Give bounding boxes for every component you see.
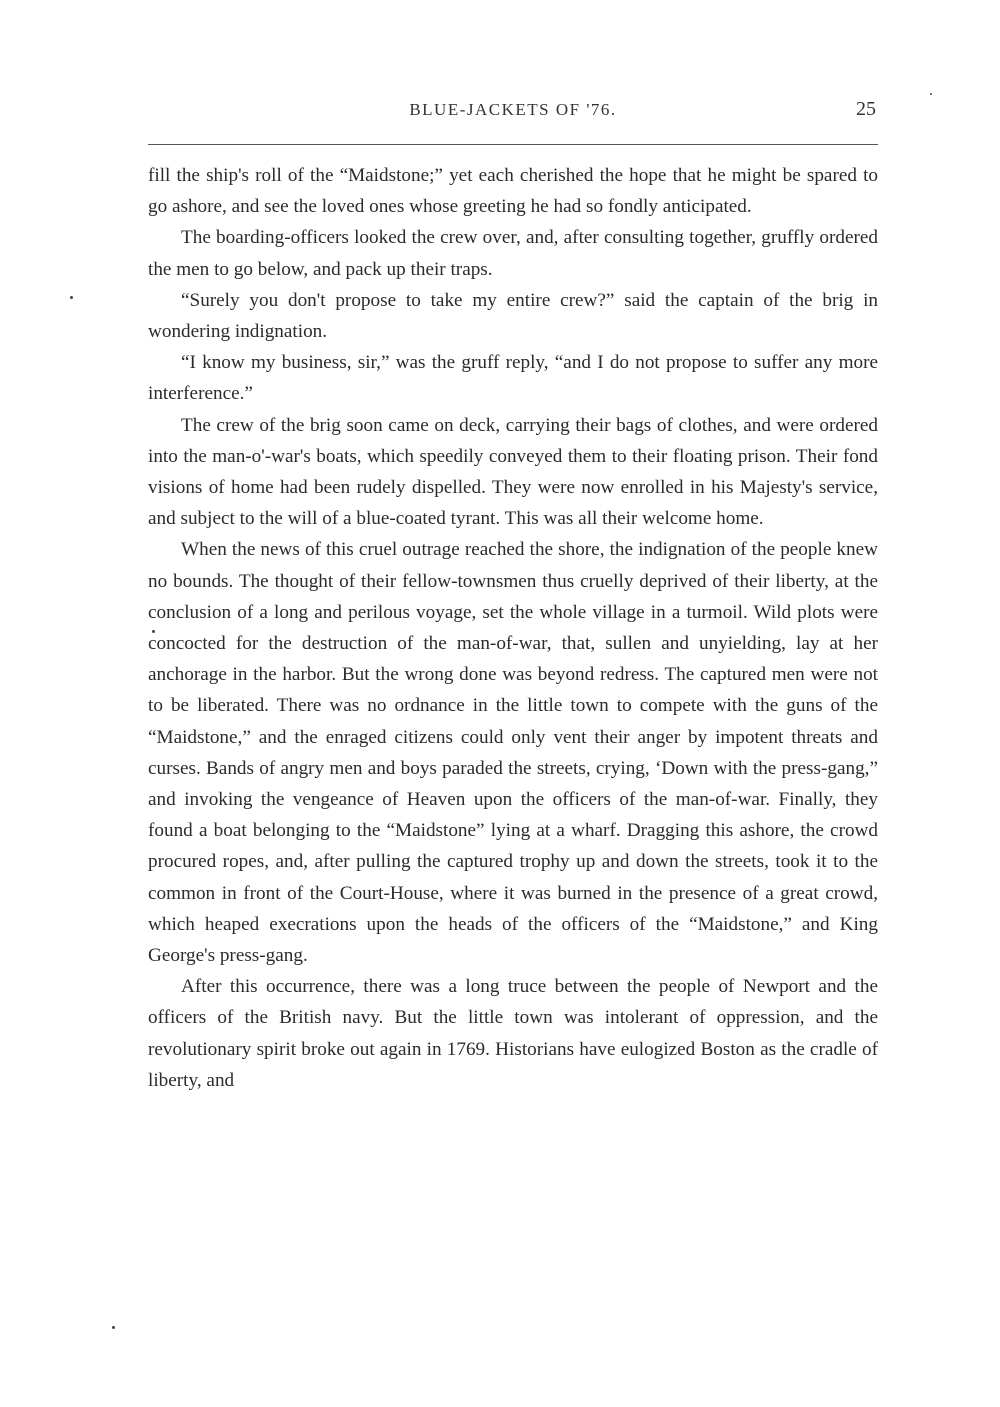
paragraph: “I know my business, sir,” was the gruff reply, “and I do not propose to suffer any more interference.” (148, 352, 878, 405)
scan-speck (930, 93, 932, 95)
running-head (148, 100, 878, 130)
paragraph: After this occurrence, there was a long truce between the people of Newport and the officers of the British navy. But the little town was intolerant of oppression, and the revolutionary spirit broke out again in 1769. Historians have eulogized Boston as the cradle of liberty, and (148, 976, 878, 1091)
body-text (148, 160, 878, 1096)
running-title: BLUE-JACKETS OF '76. (409, 100, 617, 119)
header-rule (148, 144, 878, 145)
paragraph: When the news of this cruel outrage reached the shore, the indignation of the people knew no bounds. The thought of their fellow-townsmen thus cruelly deprived of their liberty, at the conclusion of a long and perilous voyage, set the whole village in a turmoil. Wild plots were concocted for the destruction of the man-of-war, that, sullen and unyielding, lay at her anchorage in the harbor. But the wrong done was beyond redress. The captured men were not to be liberated. There was no ordnance in the little town to compete with the guns of the “Maidstone,” and the enraged citizens could only vent their anger by impotent threats and curses. Bands of angry men and boys paraded the streets, crying, ‘Down with the press-gang,” and invoking the vengeance of Heaven upon the officers of the man-of-war. Finally, they found a boat belonging to the “Maidstone” lying at a wharf. Dragging this ashore, the crowd procured ropes, and, after pulling the captured trophy up and down the streets, took it to the common in front of the Court-House, where it was burned in the presence of a great crowd, which heaped execrations upon the heads of the officers of the “Maidstone,” and King George's press-gang. (148, 539, 878, 967)
paragraph: The boarding-officers looked the crew over, and, after consulting together, gruffly ordered the men to go below, and pack up their traps. (148, 227, 878, 280)
scan-speck (112, 1326, 115, 1329)
paragraph: The crew of the brig soon came on deck, carrying their bags of clothes, and were ordered into the man-o'-war's boats, which speedily conveyed them to their floating prison. Their fond visions of home had been rudely dispelled. They were now enrolled in his Majesty's service, and subject to the will of a blue-coated tyrant. This was all their welcome home. (148, 414, 878, 530)
scan-speck (70, 296, 73, 299)
scan-speck (152, 630, 155, 633)
paragraph: “Surely you don't propose to take my entire crew?” said the captain of the brig in wondering indignation. (148, 289, 878, 343)
page-number: 25 (856, 98, 876, 120)
paragraph-continued: fill the ship's roll of the “Maidstone;” yet each cherished the hope that he might be spared to go ashore, and see the loved ones whose greeting he had so fondly anticipated. (148, 165, 878, 218)
